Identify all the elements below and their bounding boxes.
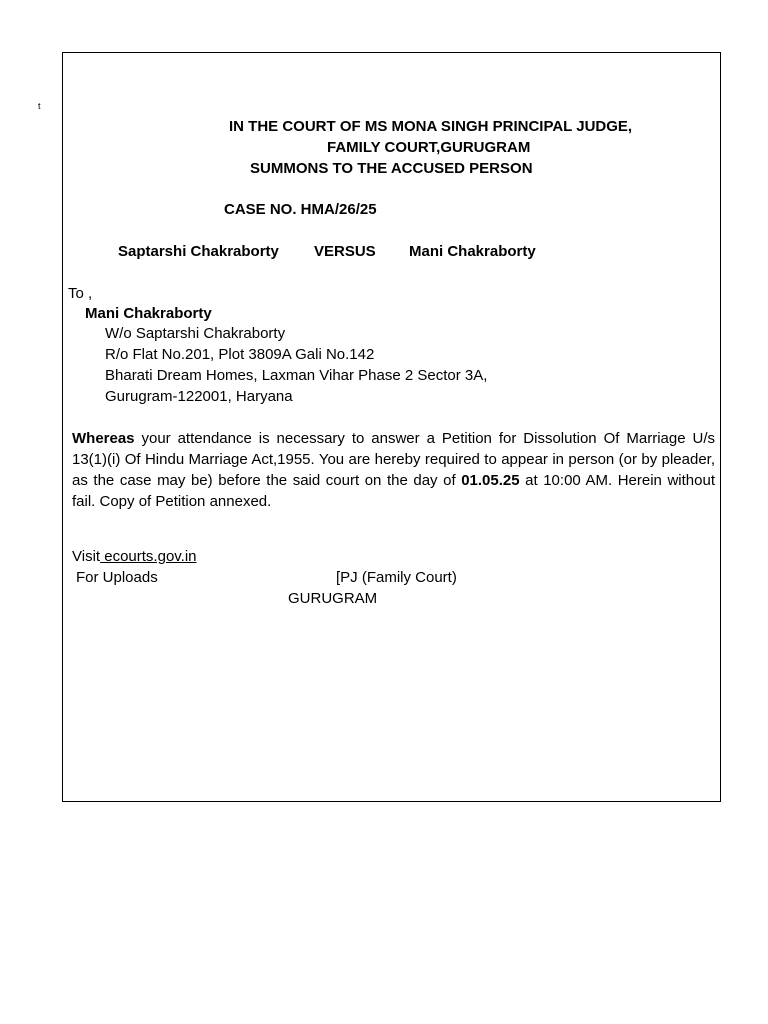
uploads-label: For Uploads — [76, 569, 158, 586]
ecourts-link[interactable]: ecourts.gov.in — [100, 548, 197, 565]
respondent-name: Mani Chakraborty — [409, 243, 536, 260]
visit-label: Visit — [72, 548, 101, 565]
body-text-part2: at 10:00 AM. Herein without fail. Copy of Petition annexed. — [72, 472, 715, 510]
address-line2: R/o Flat No.201, Plot 3809A Gali No.142 — [105, 346, 375, 363]
addressee-name: Mani Chakraborty — [85, 305, 212, 322]
stray-mark: t — [38, 101, 41, 111]
petitioner-name: Saptarshi Chakraborty — [118, 243, 279, 260]
signatory-label: [PJ (Family Court) — [336, 569, 457, 586]
summons-title: SUMMONS TO THE ACCUSED PERSON — [250, 160, 533, 177]
address-line3: Bharati Dream Homes, Laxman Vihar Phase 2 Sector 3A, — [105, 367, 488, 384]
summons-body-paragraph — [72, 428, 715, 512]
place-label: GURUGRAM — [288, 590, 378, 607]
body-text-part1: your attendance is necessary to answer a Petition for Dissolution Of Marriage U/s 13(1)(i) Of Hindu Marriage Act,1955. You are hereby required to appear in person (or by pleader, as the case may be) before the said court on the day of — [72, 430, 715, 489]
case-number: CASE NO. HMA/26/25 — [224, 201, 377, 218]
body-lead-word: Whereas — [72, 430, 135, 447]
visit-line — [72, 546, 197, 567]
address-to: To , — [68, 285, 93, 302]
appearance-date: 01.05.25 — [461, 472, 520, 489]
court-title-line1: IN THE COURT OF MS MONA SINGH PRINCIPAL JUDGE, — [229, 118, 633, 135]
versus-label: VERSUS — [314, 243, 376, 260]
court-title-line2: FAMILY COURT,GURUGRAM — [327, 139, 531, 156]
address-line4: Gurugram-122001, Haryana — [105, 388, 293, 405]
address-line1: W/o Saptarshi Chakraborty — [105, 325, 286, 342]
